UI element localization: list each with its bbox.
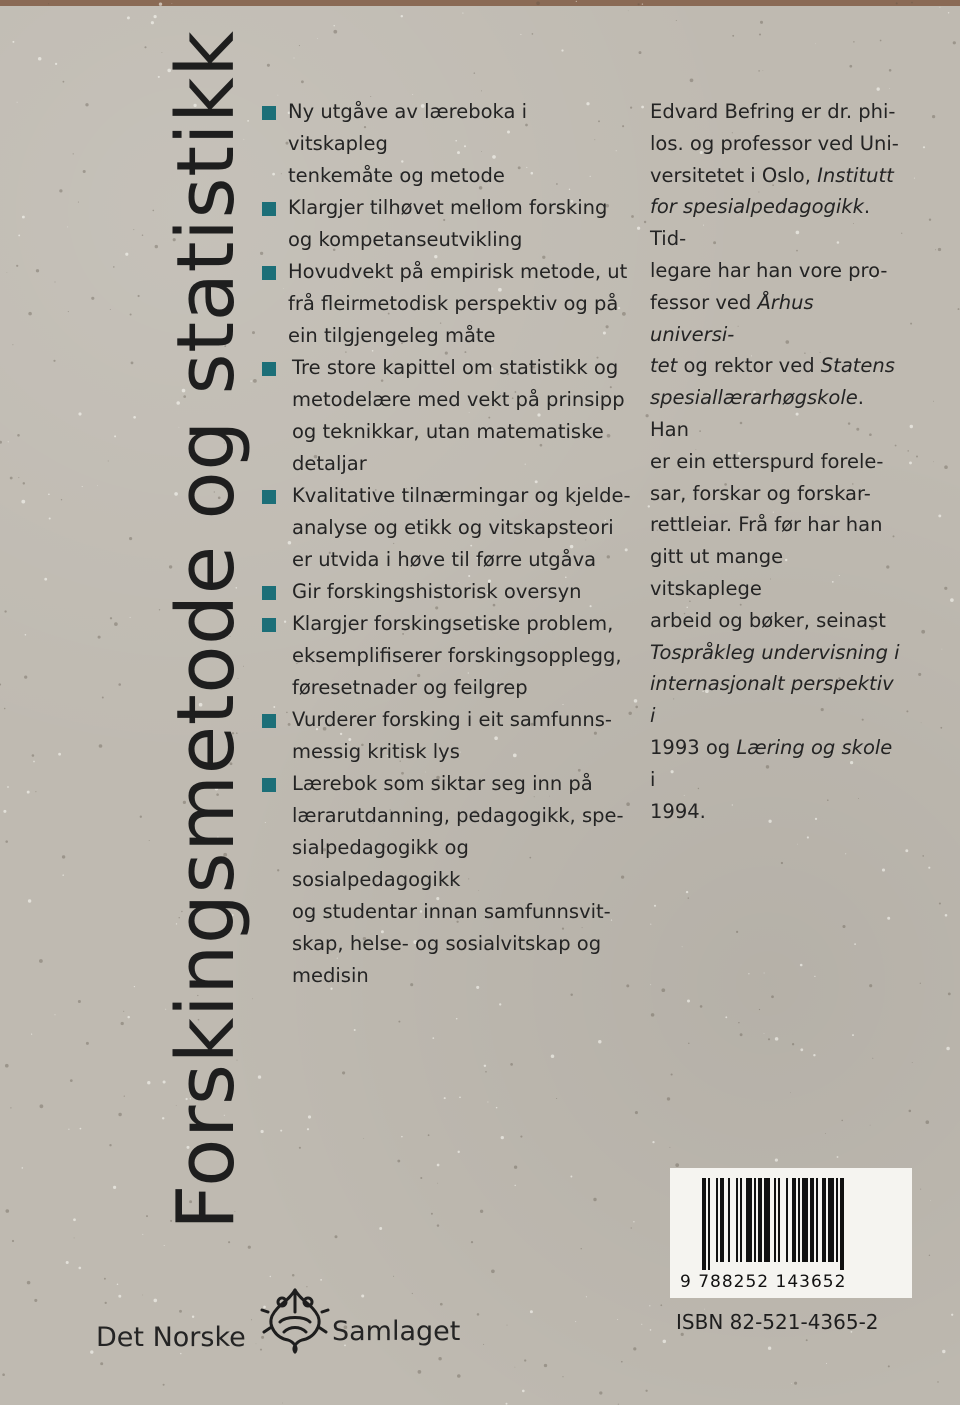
bio-line: rettleiar. Frå før har han xyxy=(650,513,883,537)
feature-item xyxy=(262,352,632,480)
feature-line: Lærebok som siktar seg inn på xyxy=(292,772,593,795)
feature-line: frå fleirmetodisk perspektiv og på xyxy=(288,292,619,315)
feature-line: Tre store kapittel om statistikk og xyxy=(292,356,619,379)
bio-line: los. og professor ved Uni- xyxy=(650,131,899,155)
feature-item xyxy=(262,192,632,256)
bio-line: sar, forskar og forskar- xyxy=(650,481,871,505)
author-bio xyxy=(650,96,900,827)
feature-item xyxy=(262,704,632,768)
feature-line: Hovudvekt på empirisk metode, ut xyxy=(288,260,628,283)
square-bullet-icon xyxy=(262,106,276,120)
feature-line: metodelære med vekt på prinsipp xyxy=(292,388,625,411)
feature-line: Gir forskingshistorisk oversyn xyxy=(292,580,582,603)
barcode-bars xyxy=(702,1178,890,1270)
isbn-number: ISBN 82-521-4365-2 xyxy=(676,1310,879,1334)
feature-line: sialpedagogikk og sosialpedagogikk xyxy=(292,836,469,891)
bio-line: arbeid og bøker, seinast xyxy=(650,608,886,632)
feature-line: og studentar innan samfunnsvit- xyxy=(292,900,611,923)
feature-line: er utvida i høve til førre utgåva xyxy=(292,548,597,571)
bio-line: er ein etterspurd forele- xyxy=(650,449,884,473)
bio-line: spesiallærarhøgskole. Han xyxy=(650,386,864,441)
publisher-name-right: Samlaget xyxy=(332,1316,461,1347)
vertical-title: Forskingsmetode og statistikk xyxy=(160,30,252,1230)
feature-item xyxy=(262,608,632,704)
publisher-name-left: Det Norske xyxy=(96,1322,246,1353)
feature-item xyxy=(262,768,632,992)
feature-line: Klargjer forskingsetiske problem, xyxy=(292,612,614,635)
square-bullet-icon xyxy=(262,618,276,632)
square-bullet-icon xyxy=(262,586,276,600)
bio-line: internasjonalt perspektiv i xyxy=(650,672,894,728)
feature-line: ein tilgjengeleg måte xyxy=(288,324,496,347)
barcode-digits: 9 788252 143652 xyxy=(680,1272,847,1292)
feature-line: føresetnader og feilgrep xyxy=(292,676,528,699)
square-bullet-icon xyxy=(262,490,276,504)
bio-line: for spesialpedagogikk. Tid- xyxy=(650,195,871,251)
square-bullet-icon xyxy=(262,266,276,280)
feature-item xyxy=(262,576,632,608)
feature-line: og kompetanseutvikling xyxy=(288,228,523,251)
bio-line: fessor ved Århus universi- xyxy=(650,290,814,346)
feature-line: Klargjer tilhøvet mellom forsking xyxy=(288,196,608,219)
bio-line: 1993 og Læring og skole i xyxy=(650,735,893,791)
feature-line: Ny utgåve av læreboka i vitskapleg xyxy=(288,100,528,155)
bio-line: legare har han vore pro- xyxy=(650,258,888,282)
feature-line: analyse og etikk og vitskapsteori xyxy=(292,516,614,539)
publisher-logo-icon xyxy=(258,1282,332,1356)
square-bullet-icon xyxy=(262,778,276,792)
feature-line: medisin xyxy=(292,964,369,987)
feature-item xyxy=(262,256,632,352)
bio-line: Tospråkleg undervisning i xyxy=(650,640,900,664)
feature-list xyxy=(262,96,632,992)
feature-item xyxy=(262,480,632,576)
feature-line: Kvalitative tilnærmingar og kjelde- xyxy=(292,484,631,507)
feature-line: skap, helse- og sosialvitskap og xyxy=(292,932,602,955)
bio-line: tet og rektor ved Statens xyxy=(650,354,895,378)
feature-item xyxy=(262,96,632,192)
feature-line: og teknikkar, utan matematiske xyxy=(292,420,604,443)
bio-line: gitt ut mange vitskaplege xyxy=(650,545,784,600)
square-bullet-icon xyxy=(262,202,276,216)
feature-line: eksemplifiserer forskingsopplegg, xyxy=(292,644,622,667)
bio-line: versitetet i Oslo, Institutt xyxy=(650,163,894,187)
barcode xyxy=(670,1168,912,1298)
feature-line: detaljar xyxy=(292,452,367,475)
feature-line: lærarutdanning, pedagogikk, spe- xyxy=(292,804,624,827)
square-bullet-icon xyxy=(262,362,276,376)
bio-line: Edvard Befring er dr. phi- xyxy=(650,100,896,123)
square-bullet-icon xyxy=(262,714,276,728)
feature-line: tenkemåte og metode xyxy=(288,164,505,187)
feature-line: messig kritisk lys xyxy=(292,740,460,763)
bio-line: 1994. xyxy=(650,799,706,823)
feature-line: Vurderer forsking i eit samfunns- xyxy=(292,708,612,731)
